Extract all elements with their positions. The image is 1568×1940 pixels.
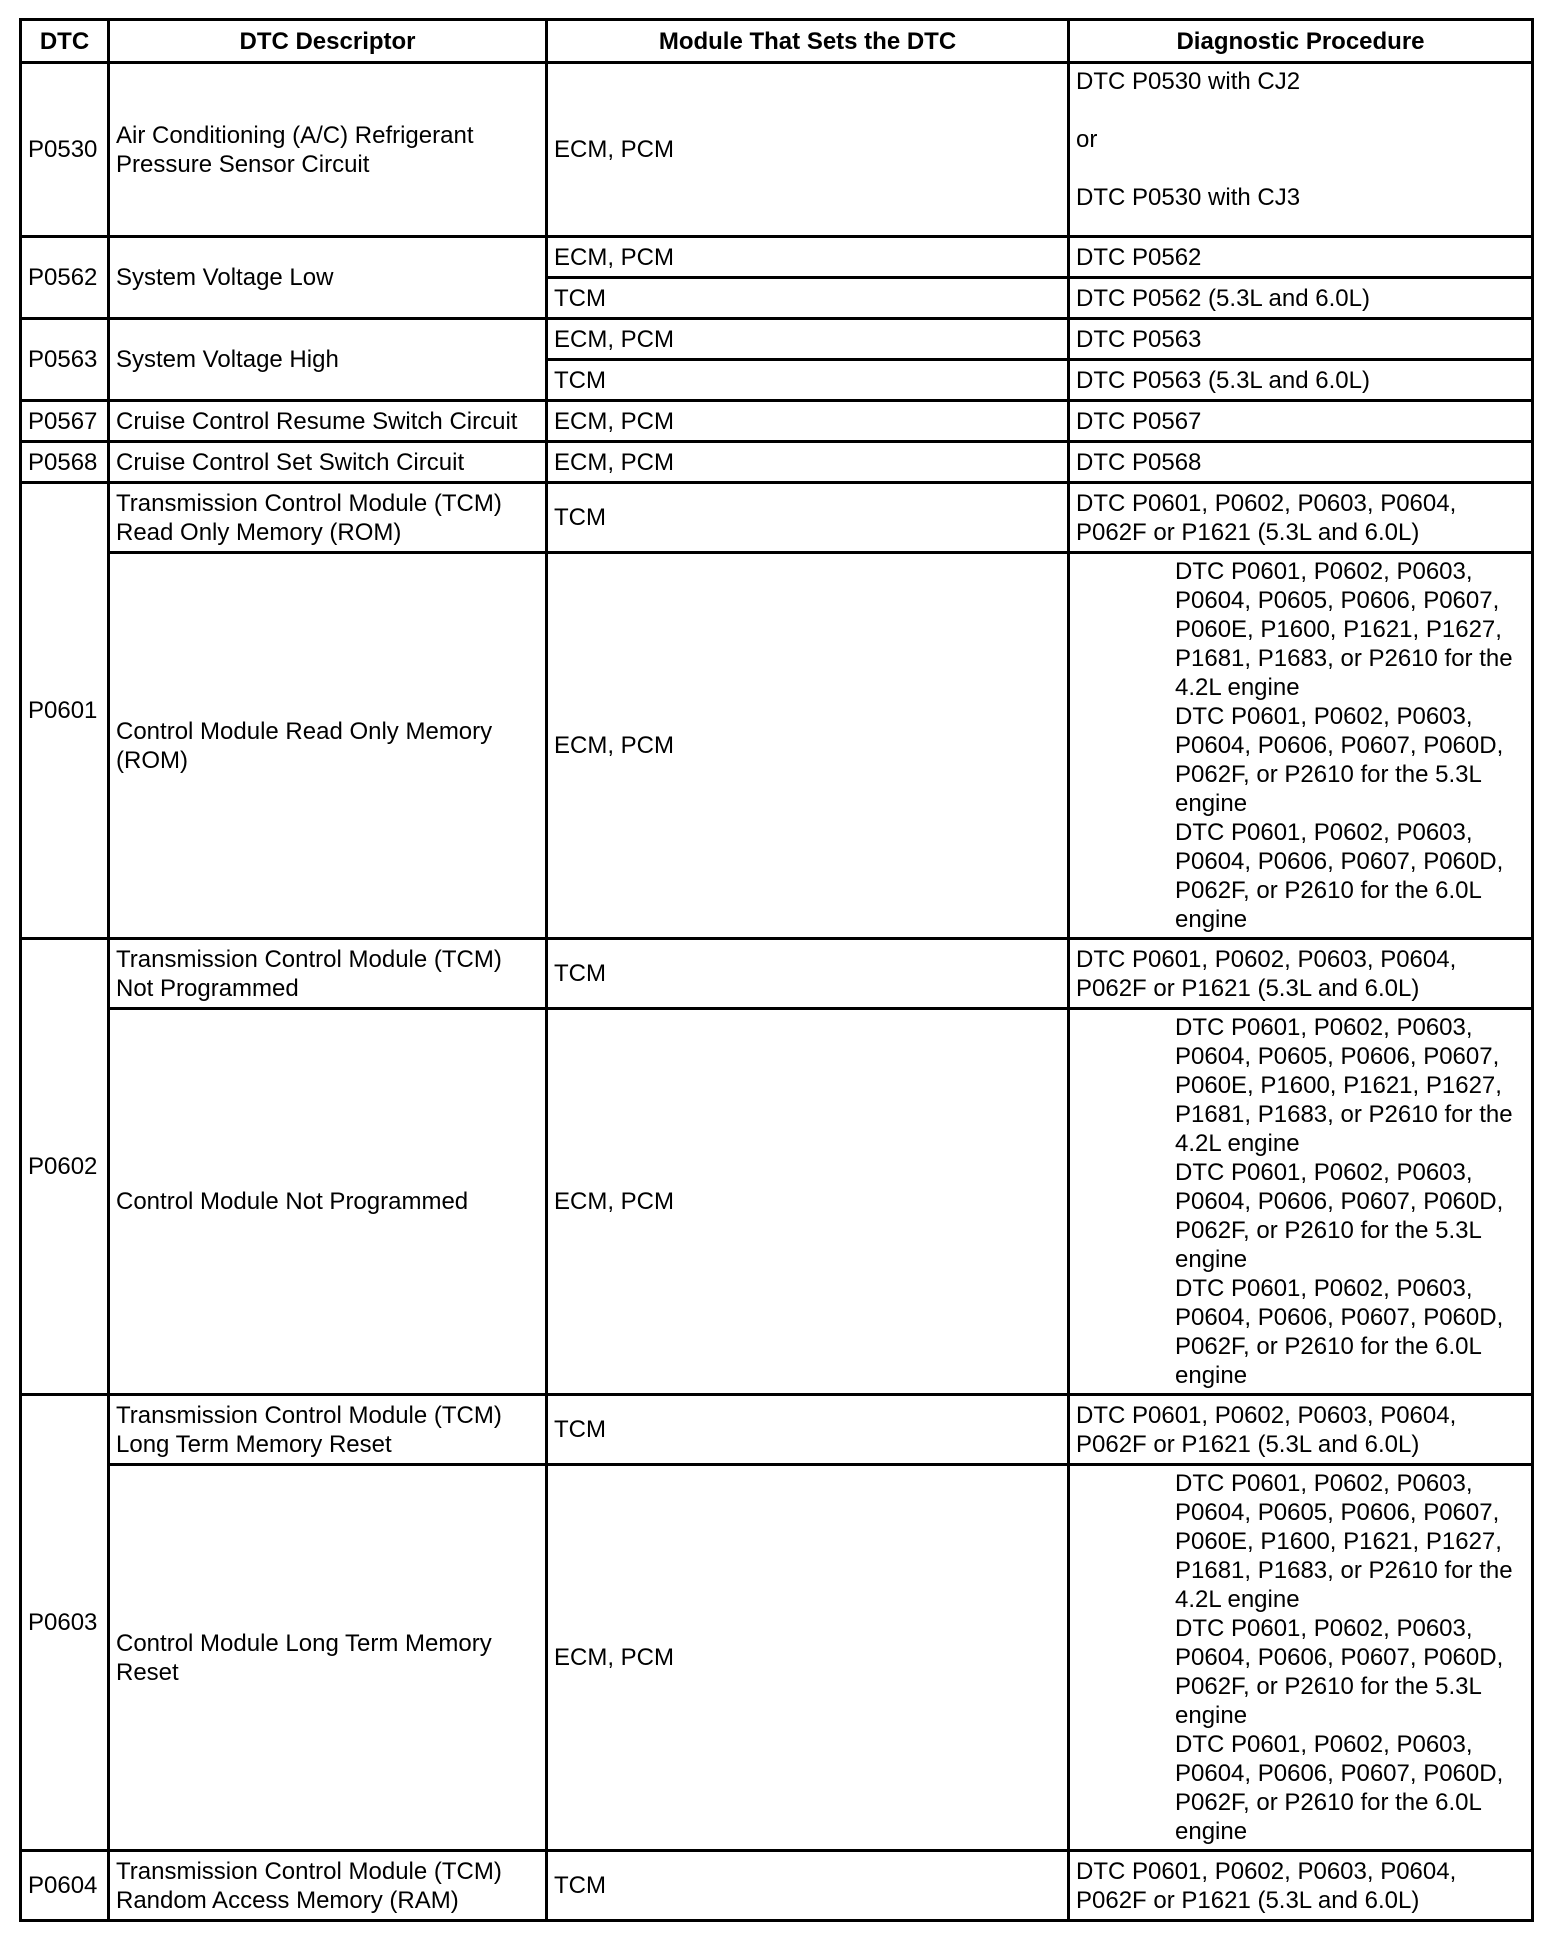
procedure-link[interactable]: DTC P0563: [1069, 319, 1533, 360]
dtc-descriptor: Transmission Control Module (TCM) Random Access Memory (RAM): [109, 1851, 547, 1921]
procedure-link[interactable]: DTC P0530 with CJ3: [1076, 184, 1301, 211]
procedure-cell: [1069, 1465, 1533, 1851]
dtc-code: P0568: [21, 442, 109, 483]
procedure-link[interactable]: DTC P0601, P0602, P0603, P0604, P0605, P0606, P0607, P060E, P1600, P1621, P1627, P1681, P1683, or P2610 for the 4.2L engine: [1175, 558, 1513, 701]
module-cell: ECM, PCM: [547, 442, 1069, 483]
procedure-link[interactable]: DTC P0601, P0602, P0603, P0604, P0606, P0607, P060D, P062F, or P2610 for the 6.0L engine: [1175, 1731, 1504, 1845]
procedure-link[interactable]: DTC P0601, P0602, P0603, P0604, P0606, P0607, P060D, P062F, or P2610 for the 5.3L engine: [1175, 1615, 1504, 1729]
module-cell: TCM: [547, 360, 1069, 401]
module-cell: ECM, PCM: [547, 553, 1069, 939]
procedure-cell: [1069, 63, 1533, 237]
header-module: Module That Sets the DTC: [547, 20, 1069, 63]
module-cell: TCM: [547, 939, 1069, 1009]
procedure-link[interactable]: DTC P0530 with CJ2: [1076, 68, 1301, 95]
dtc-descriptor: Transmission Control Module (TCM) Long Term Memory Reset: [109, 1395, 547, 1465]
dtc-descriptor: Control Module Not Programmed: [109, 1009, 547, 1395]
procedure-link[interactable]: DTC P0601, P0602, P0603, P0604, P0605, P0606, P0607, P060E, P1600, P1621, P1627, P1681, P1683, or P2610 for the 4.2L engine: [1175, 1014, 1513, 1157]
module-cell: TCM: [547, 1395, 1069, 1465]
dtc-code: P0530: [21, 63, 109, 237]
dtc-descriptor: Cruise Control Set Switch Circuit: [109, 442, 547, 483]
header-row: [21, 20, 1533, 63]
module-cell: ECM, PCM: [547, 1009, 1069, 1395]
dtc-code: P0603: [21, 1395, 109, 1851]
table-row-p0602-tcm: [21, 939, 1533, 1009]
procedure-link[interactable]: DTC P0601, P0602, P0603, P0604, P0606, P0607, P060D, P062F, or P2610 for the 6.0L engine: [1175, 1275, 1504, 1389]
table-row-p0562: [21, 237, 1533, 278]
table-row-p0601-tcm: [21, 483, 1533, 553]
procedure-link[interactable]: DTC P0601, P0602, P0603, P0604, P0606, P0607, P060D, P062F, or P2610 for the 6.0L engine: [1175, 819, 1504, 933]
table-row-p0601-ecm: [21, 553, 1533, 939]
procedure-link[interactable]: DTC P0601, P0602, P0603, P0604, P062F or P1621 (5.3L and 6.0L): [1069, 1851, 1533, 1921]
procedure-cell: [1069, 1009, 1533, 1395]
module-cell: TCM: [547, 278, 1069, 319]
procedure-link[interactable]: DTC P0601, P0602, P0603, P0604, P0606, P0607, P060D, P062F, or P2610 for the 5.3L engine: [1175, 703, 1504, 817]
header-procedure: Diagnostic Procedure: [1069, 20, 1533, 63]
procedure-link[interactable]: DTC P0562 (5.3L and 6.0L): [1069, 278, 1533, 319]
procedure-link[interactable]: DTC P0601, P0602, P0603, P0604, P062F or P1621 (5.3L and 6.0L): [1069, 483, 1533, 553]
module-cell: TCM: [547, 1851, 1069, 1921]
procedure-link[interactable]: DTC P0601, P0602, P0603, P0604, P0606, P0607, P060D, P062F, or P2610 for the 5.3L engine: [1175, 1159, 1504, 1273]
dtc-code: P0562: [21, 237, 109, 319]
table-row-p0603-tcm: [21, 1395, 1533, 1465]
procedure-link[interactable]: DTC P0601, P0602, P0603, P0604, P062F or P1621 (5.3L and 6.0L): [1069, 939, 1533, 1009]
dtc-descriptor: System Voltage Low: [109, 237, 547, 319]
dtc-descriptor: System Voltage High: [109, 319, 547, 401]
header-dtc: DTC: [21, 20, 109, 63]
table-row-p0563: [21, 319, 1533, 360]
procedure-cell: [1069, 553, 1533, 939]
dtc-descriptor: Transmission Control Module (TCM) Read Only Memory (ROM): [109, 483, 547, 553]
dtc-descriptor: Cruise Control Resume Switch Circuit: [109, 401, 547, 442]
procedure-link[interactable]: DTC P0601, P0602, P0603, P0604, P0605, P0606, P0607, P060E, P1600, P1621, P1627, P1681, P1683, or P2610 for the 4.2L engine: [1175, 1470, 1513, 1613]
module-cell: TCM: [547, 483, 1069, 553]
dtc-code: P0567: [21, 401, 109, 442]
module-cell: ECM, PCM: [547, 1465, 1069, 1851]
dtc-table: [19, 18, 1534, 1922]
dtc-descriptor: Control Module Long Term Memory Reset: [109, 1465, 547, 1851]
dtc-code: P0602: [21, 939, 109, 1395]
header-descriptor: DTC Descriptor: [109, 20, 547, 63]
module-cell: ECM, PCM: [547, 63, 1069, 237]
procedure-link[interactable]: DTC P0601, P0602, P0603, P0604, P062F or P1621 (5.3L and 6.0L): [1069, 1395, 1533, 1465]
procedure-separator: or: [1076, 126, 1098, 153]
procedure-link[interactable]: DTC P0567: [1069, 401, 1533, 442]
dtc-code: P0563: [21, 319, 109, 401]
table-row-p0530: [21, 63, 1533, 237]
procedure-link[interactable]: DTC P0562: [1069, 237, 1533, 278]
dtc-code: P0601: [21, 483, 109, 939]
table-row-p0603-ecm: [21, 1465, 1533, 1851]
table-row-p0568: [21, 442, 1533, 483]
dtc-descriptor: Air Conditioning (A/C) Refrigerant Pressure Sensor Circuit: [109, 63, 547, 237]
table-row-p0567: [21, 401, 1533, 442]
module-cell: ECM, PCM: [547, 401, 1069, 442]
table-row-p0604: [21, 1851, 1533, 1921]
procedure-link[interactable]: DTC P0568: [1069, 442, 1533, 483]
dtc-code: P0604: [21, 1851, 109, 1921]
procedure-link[interactable]: DTC P0563 (5.3L and 6.0L): [1069, 360, 1533, 401]
table-row-p0602-ecm: [21, 1009, 1533, 1395]
dtc-descriptor: Transmission Control Module (TCM) Not Programmed: [109, 939, 547, 1009]
module-cell: ECM, PCM: [547, 319, 1069, 360]
module-cell: ECM, PCM: [547, 237, 1069, 278]
dtc-descriptor: Control Module Read Only Memory (ROM): [109, 553, 547, 939]
